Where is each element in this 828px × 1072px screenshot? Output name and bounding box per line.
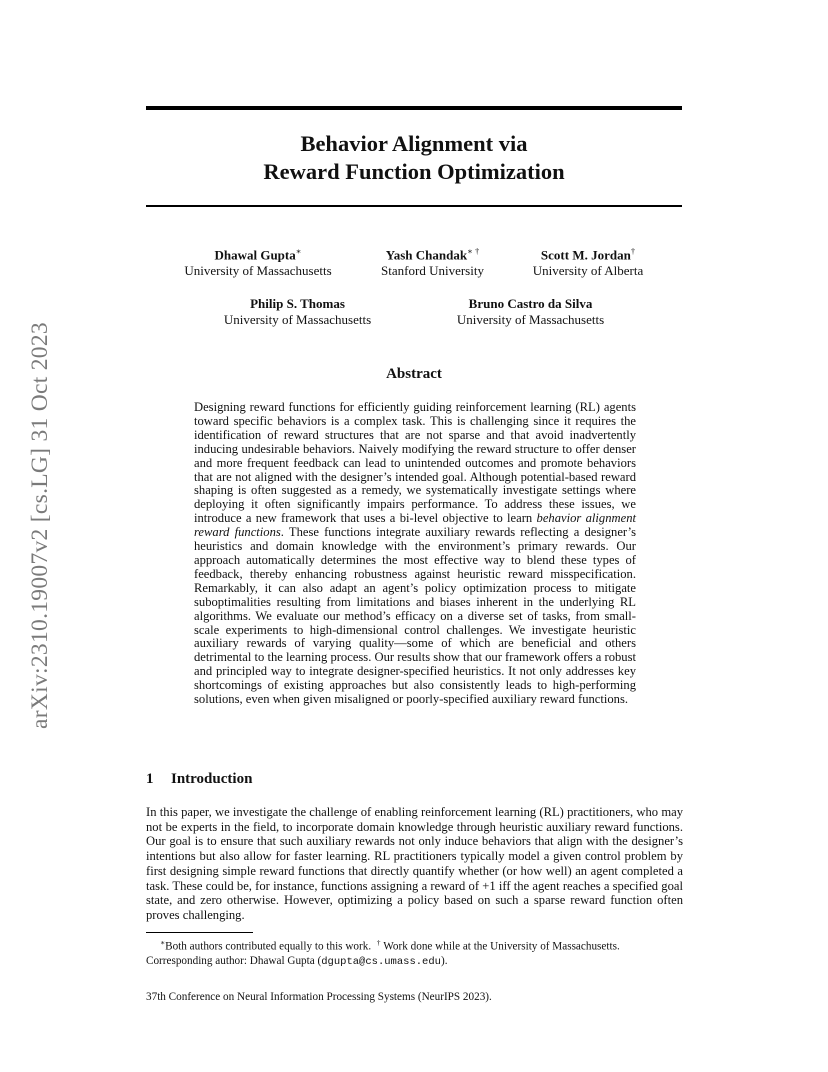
abstract-text	[194, 401, 636, 707]
abstract-heading: Abstract	[386, 366, 442, 382]
footnote-mark-2: †	[376, 938, 381, 947]
footnote	[146, 936, 683, 970]
arxiv-stamp-text: arXiv:2310.19007v2 [cs.LG] 31 Oct 2023	[26, 321, 53, 729]
abstract-text-italic: behavior alignment reward functions	[194, 511, 636, 540]
arxiv-stamp	[20, 290, 60, 760]
author-affiliation: University of Massachusetts	[184, 263, 332, 279]
author-mark: ∗ †	[467, 246, 480, 256]
footnote-text-3: Corresponding author: Dhawal Gupta (	[146, 955, 322, 968]
abstract-text-part-1: Designing reward functions for efficiently guiding reinforcement learning (RL) agents toward specific behaviors is a complex task. This is challenging since it requires the identification of reward structures that are not sparse and that avoid inadvertently inducing undesirable behaviors. Naively modifying the reward structure to offer denser and more frequent feedback can lead to unintended outcomes and promote behaviors that are not aligned with the designer’s intended goal. Although potential-based reward shaping is often suggested as a remedy, we systematically investigate settings where deploying it often significantly impairs performance. To address these issues, we introduce a new framework that uses a bi-level objective to learn	[194, 400, 636, 526]
author-mark: ∗	[295, 246, 302, 256]
conference-note: 37th Conference on Neural Information Processing Systems (NeurIPS 2023).	[146, 991, 492, 1003]
section-number: 1	[146, 771, 154, 787]
section-heading-introduction	[146, 770, 252, 788]
paper-title-line-1: Behavior Alignment via	[300, 131, 528, 156]
abstract-text-part-2: . These functions integrate auxiliary rewards reflecting a designer’s heuristics and domain knowledge with the environment’s primary rewards. Our approach automatically determines the most effective way to blend these types of feedback, thereby enhancing robustness against heuristic reward misspecification. Remarkably, it can also adapt an agent’s policy optimization process to mitigate suboptimalities resulting from limitations and biases inherent in the underlying RL algorithms. We evaluate our method’s efficacy on a diverse set of tasks, from small-scale experiments to high-dimensional control challenges. We investigate heuristic auxiliary rewards of varying quality—some of which are beneficial and others detrimental to the learning process. Our results show that our framework offers a robust and principled way to integrate designer-specified heuristics. It not only addresses key shortcomings of existing approaches but also consistently leads to high-performing solutions, even when given misaligned or poorly-specified auxiliary reward functions.	[194, 525, 636, 707]
footnote-text-2: Work done while at the University of Massachusetts.	[383, 940, 620, 953]
author-block-5	[438, 296, 623, 328]
author-name: Dhawal Gupta	[214, 247, 296, 263]
title-bottom-rule	[146, 205, 682, 207]
author-name: Yash Chandak	[385, 247, 468, 263]
footnote-rule	[146, 932, 253, 933]
author-affiliation: University of Massachusetts	[456, 312, 605, 327]
author-mark: †	[630, 246, 636, 256]
author-affiliation: Stanford University	[381, 263, 484, 279]
author-affiliation: University of Alberta	[532, 263, 644, 279]
author-affiliation: University of Massachusetts	[223, 312, 372, 327]
author-block-2	[360, 243, 505, 279]
author-name: Scott M. Jordan	[540, 247, 631, 263]
introduction-paragraph: In this paper, we investigate the challenge of enabling reinforcement learning (RL) practitioners, who may not be experts in the field, to incorporate domain knowledge through heuristic auxiliary reward functions. Our goal is to ensure that such auxiliary rewards not only induce behaviors that align with the designer’s intentions but also allow for faster learning. RL practitioners typically model a given control problem by first designing simple reward functions that directly quantify whether (or how well) an agent completed a task. These could be, for instance, functions assigning a reward of +1 iff the agent reaches a specified goal state, and zero otherwise. However, optimizing a policy based on such a sparse reward function often proves challenging.	[146, 805, 683, 922]
footnote-text-4: ).	[440, 955, 448, 968]
author-block-4	[200, 296, 395, 328]
author-name: Philip S. Thomas	[250, 296, 345, 311]
footnote-text-1: Both authors contributed equally to this work.	[165, 940, 372, 953]
title-top-rule	[146, 106, 682, 110]
footnote-mark-1: ∗	[160, 938, 166, 947]
author-block-3	[520, 243, 656, 279]
footnote-email-link[interactable]: dgupta@cs.umass.edu	[321, 956, 441, 969]
paper-title-line-2: Reward Function Optimization	[263, 159, 565, 184]
author-block-1	[168, 243, 348, 279]
section-title: Introduction	[171, 771, 253, 787]
paper-title	[146, 130, 682, 186]
author-name: Bruno Castro da Silva	[468, 296, 593, 311]
